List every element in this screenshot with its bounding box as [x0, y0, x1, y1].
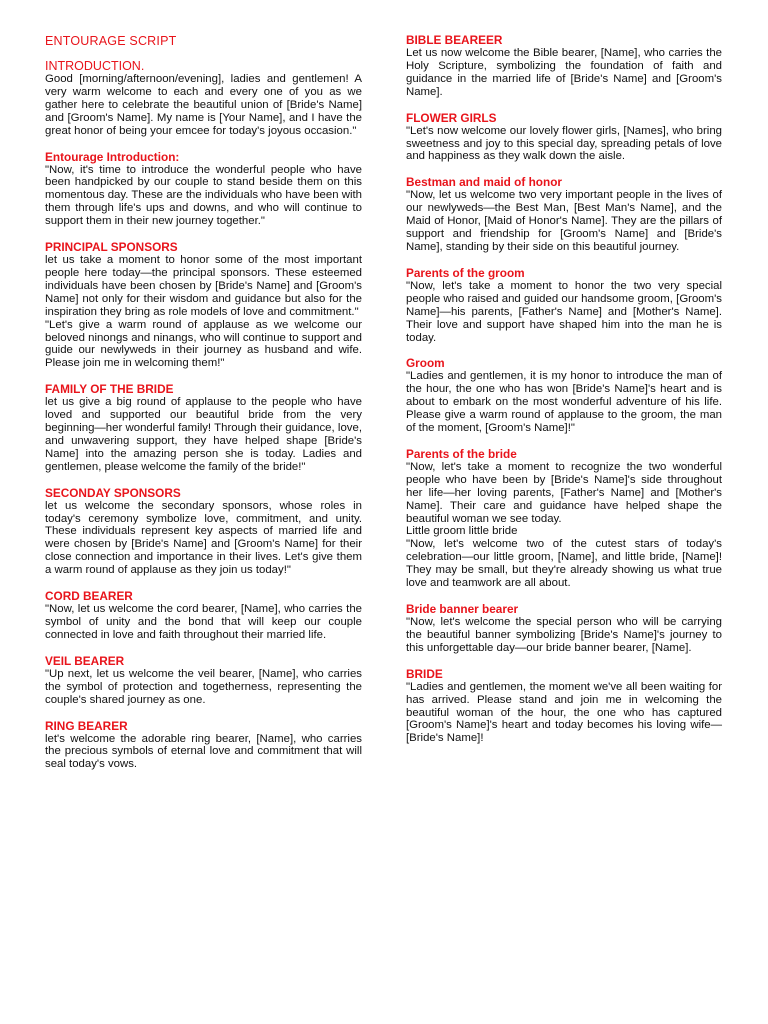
section-heading: BRIDE — [406, 666, 443, 681]
section-body — [45, 500, 362, 577]
section-heading: CORD BEARER — [45, 589, 133, 604]
section-heading: FLOWER GIRLS — [406, 110, 497, 125]
section-body — [45, 396, 362, 473]
section-heading: Bride banner bearer — [406, 602, 519, 616]
section-principal-sponsors — [45, 241, 362, 370]
section-heading: VEIL BEARER — [45, 653, 125, 668]
section-heading: Bestman and maid of honor — [406, 175, 562, 190]
paragraph: "Now, it's time to introduce the wonderful people who have been handpicked by our couple to stand beside them on this momentous day. These are the individuals who have been with them through life's ups and downs, and who will continue to support them in their new journey together." — [45, 163, 362, 228]
section-body — [406, 280, 722, 345]
paragraph: "Now, let's take a moment to honor the two very special people who raised and guided our handsome groom, [Groom's Name]—his parents, [Father's Name] and [Mother's Name]. Their love and support have shaped him into the man he is today. — [406, 279, 722, 344]
section-heading: Entourage Introduction: — [45, 149, 180, 164]
paragraph: let us welcome the secondary sponsors, whose roles in today's ceremony symbolize love, commitment, and unity. These individuals represent key aspects of married life and were chosen by [Bride's Name] and [Groom's Name] for their close connection and importance in their lives. Let's give them a warm round of applause as they join us today!" — [45, 499, 362, 577]
section-family-of-the-bride — [45, 383, 362, 473]
paragraph: "Now, let us welcome the cord bearer, [Name], who carries the symbol of unity and the bond that will keep our couple connected in love and faith throughout their married life. — [45, 603, 362, 641]
paragraph: "Now, let's welcome the special person who will be carrying the beautiful banner symbolizing [Bride's Name]'s journey to this unforgettable day—our bride banner bearer, [Name]. — [406, 616, 722, 654]
paragraph: let's welcome the adorable ring bearer, [Name], who carries the precious symbols of eternal love and commitment that will seal today's vows. — [45, 732, 362, 771]
section-heading: BIBLE BEAREER — [406, 33, 503, 47]
paragraph: Good [morning/afternoon/evening], ladies and gentlemen! A very warm welcome to each and every one of you as we gather here to celebrate the beautiful union of [Bride's Name] and [Groom's Name]. My name is [Your Name], and I have the great honor of being your emcee for today's joyous occasion." — [45, 73, 362, 137]
section-body — [406, 461, 722, 590]
section-veil-bearer — [45, 655, 362, 707]
section-body — [45, 603, 362, 642]
section-heading: SECONDAY SPONSORS — [45, 485, 181, 500]
section-parents-of-the-bride — [406, 448, 722, 590]
section-body — [406, 47, 722, 99]
section-flower-girls — [406, 112, 722, 164]
section-entourage-introduction — [45, 151, 362, 229]
paragraph: "Up next, let us welcome the veil bearer, [Name], who carries the symbol of protection and togetherness, representing the couple's shared journey as one. — [45, 667, 362, 706]
paragraph: "Now, let's welcome two of the cutest stars of today's celebration—our little groom, [Name], and little bride, [Name]! They may be small, but they're already showing us what true love and teamwork are all about. — [406, 538, 722, 590]
section-body — [406, 125, 722, 164]
paragraph: let us give a big round of applause to the people who have loved and supported our beautiful bride from the very beginning—her wonderful family! Through their guidance, love, and unwavering support, they have helped shape [Bride's Name] into the amazing person she is today. Ladies and gentlemen, please welcome the family of the bride!" — [45, 396, 362, 473]
section-body — [45, 254, 362, 370]
right-column — [406, 34, 722, 758]
section-body — [45, 73, 362, 138]
section-body — [45, 668, 362, 707]
section-bride — [406, 668, 722, 746]
section-body — [45, 733, 362, 772]
section-body — [45, 164, 362, 229]
section-body — [406, 681, 722, 746]
section-heading: PRINCIPAL SPONSORS — [45, 240, 178, 255]
section-bible-bearer — [406, 34, 722, 99]
section-bestman-maid-of-honor — [406, 176, 722, 254]
paragraph: "Let's give a warm round of applause as we welcome our beloved ninongs and ninangs, who will continue to support and guide our newlyweds in their journey as husband and wife. Please join me in welcoming them!" — [45, 318, 362, 370]
section-groom — [406, 357, 722, 435]
section-cord-bearer — [45, 590, 362, 642]
paragraph: "Ladies and gentlemen, it is my honor to introduce the man of the hour, the one who has won [Bride's Name]'s heart and is about to embark on the most wonderful adventure of his life. Please give a warm round of applause to the groom, the man of the moment, [Groom's Name]!" — [406, 370, 722, 435]
paragraph: Let us now welcome the Bible bearer, [Name], who carries the Holy Scripture, symbolizing the foundation of faith and guidance in the married life of [Bride's Name] and [Groom's Name]. — [406, 47, 722, 98]
section-heading: Parents of the groom — [406, 265, 525, 280]
section-heading: FAMILY OF THE BRIDE — [45, 382, 174, 397]
document-title: ENTOURAGE SCRIPT — [45, 34, 177, 48]
paragraph: Little groom little bride — [406, 525, 518, 538]
paragraph: "Let's now welcome our lovely flower girls, [Names], who bring sweetness and joy to this special day, spreading petals of love and happiness as they walk down the aisle. — [406, 124, 722, 163]
section-heading: Groom — [406, 356, 445, 371]
section-body — [406, 189, 722, 254]
section-parents-of-the-groom — [406, 267, 722, 345]
section-ring-bearer — [45, 720, 362, 772]
paragraph: let us take a moment to honor some of the most important people here today—the principal sponsors. These esteemed individuals have been chosen by [Bride's Name] and [Groom's Name] not only for their wisdom and guidance but also for the inspiration they bring as role models of love and commitment." — [45, 254, 362, 318]
section-heading: RING BEARER — [45, 718, 128, 733]
section-heading: INTRODUCTION. — [45, 59, 145, 73]
paragraph: "Now, let's take a moment to recognize the two wonderful people who have been by [Bride's Name]'s side throughout her life—her loving parents, [Father's Name] and [Mother's Name]. Their care and guidance have helped shape the beautiful woman we see today. — [406, 460, 722, 525]
section-secondary-sponsors — [45, 487, 362, 577]
section-body — [406, 616, 722, 655]
paragraph: "Now, let us welcome two very important people in the lives of our newlyweds—the Best Man, [Best Man's Name], and the Maid of Honor, [Maid of Honor's Name]. They are the pillars of support and friendship for [Groom's Name] and [Bride's Name], standing by their side on this beautiful journey. — [406, 189, 722, 253]
left-column — [45, 34, 362, 784]
section-bride-banner-bearer — [406, 603, 722, 655]
paragraph: "Ladies and gentlemen, the moment we've all been waiting for has arrived. Please stand and join me in welcoming the beautiful woman of the hour, the one who has captured [Groom's Name]'s heart and today becomes his loving wife—[Bride's Name]! — [406, 680, 722, 745]
section-heading: Parents of the bride — [406, 446, 517, 461]
section-body — [406, 370, 722, 435]
section-introduction — [45, 60, 362, 138]
